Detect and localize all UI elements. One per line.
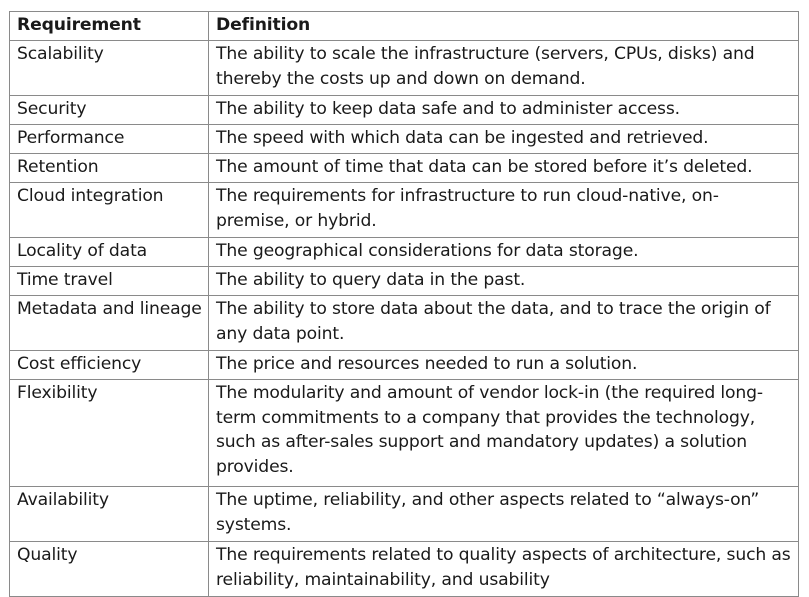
table-row [10, 41, 799, 96]
requirement-cell: Scalability [10, 41, 209, 96]
requirement-cell: Performance [10, 125, 209, 154]
table-row [10, 380, 799, 487]
definition-cell: The requirements for infrastructure to run cloud-native, on-premise, or hybrid. [209, 183, 799, 238]
definition-cell: The geographical considerations for data storage. [209, 238, 799, 267]
table-row [10, 125, 799, 154]
requirement-cell: Security [10, 96, 209, 125]
table-row [10, 542, 799, 597]
requirement-cell: Availability [10, 487, 209, 542]
requirement-cell: Locality of data [10, 238, 209, 267]
requirement-cell: Time travel [10, 267, 209, 296]
table-row [10, 487, 799, 542]
requirement-cell: Quality [10, 542, 209, 597]
table-row [10, 238, 799, 267]
requirement-cell: Cost efficiency [10, 351, 209, 380]
definition-cell: The uptime, reliability, and other aspects related to “always-on” systems. [209, 487, 799, 542]
requirements-table-container [9, 11, 798, 597]
definition-cell: The ability to scale the infrastructure (servers, CPUs, disks) and thereby the costs up and down on demand. [209, 41, 799, 96]
definition-cell: The ability to keep data safe and to administer access. [209, 96, 799, 125]
definition-cell: The ability to query data in the past. [209, 267, 799, 296]
definition-cell: The price and resources needed to run a solution. [209, 351, 799, 380]
table-row [10, 183, 799, 238]
requirement-cell: Retention [10, 154, 209, 183]
table-row [10, 296, 799, 351]
requirements-table [9, 11, 799, 597]
table-header-row [10, 12, 799, 41]
definition-cell: The amount of time that data can be stored before it’s deleted. [209, 154, 799, 183]
definition-cell: The modularity and amount of vendor lock-in (the required long-term commitments to a company that provides the technology, such as after-sales support and mandatory updates) a solution provides. [209, 380, 799, 487]
header-definition: Definition [209, 12, 799, 41]
requirement-cell: Metadata and lineage [10, 296, 209, 351]
table-row [10, 267, 799, 296]
requirement-cell: Flexibility [10, 380, 209, 487]
table-row [10, 154, 799, 183]
header-requirement: Requirement [10, 12, 209, 41]
definition-cell: The speed with which data can be ingested and retrieved. [209, 125, 799, 154]
definition-cell: The requirements related to quality aspects of architecture, such as reliability, maintainability, and usability [209, 542, 799, 597]
table-row [10, 96, 799, 125]
definition-cell: The ability to store data about the data, and to trace the origin of any data point. [209, 296, 799, 351]
requirement-cell: Cloud integration [10, 183, 209, 238]
table-row [10, 351, 799, 380]
